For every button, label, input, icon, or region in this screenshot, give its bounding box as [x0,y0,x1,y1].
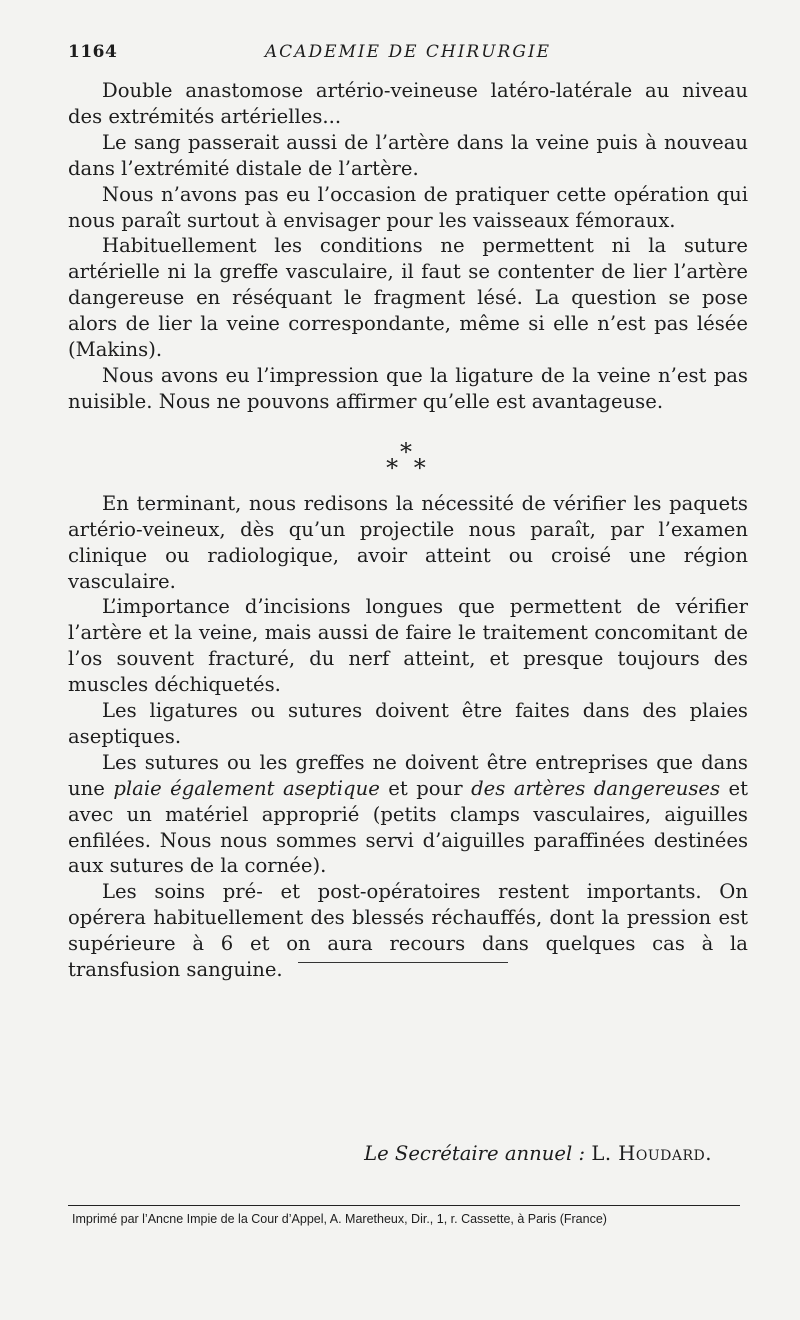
page-number: 1164 [68,42,118,62]
paragraph: Habituellement les conditions ne permettent ni la suture artérielle ni la greffe vasculaire, il faut se contenter de lier l’artère dangereuse en réséquant le fragment lésé. La question se pose alors de lier la veine correspondante, même si elle n’est pas lésée (Makins). [68,234,748,362]
text-run: et pour [379,776,472,800]
page-header [68,42,748,66]
text-run: et avec un matériel approprié (petits clamps vasculaires, aiguilles enfilées. Nous nous sommes servi d’aiguilles paraffinées destinées aux sutures de la cornée). [68,776,749,878]
signature-colon: : [572,1142,592,1165]
paragraph: Les soins pré- et post-opératoires restent importants. On opérera habituellement des blessés réchauffés, dont la pression est supérieure à 6 et on aura recours dans quelques cas à la transfusion sanguine. [68,880,748,982]
paragraph: L’importance d’incisions longues que permettent de vérifier l’artère et la veine, mais aussi de faire le traitement concomitant de l’os souvent fracturé, du nerf atteint, et presque toujours des muscles déchiquetés. [68,595,748,697]
article-body [68,78,748,983]
printer-imprint: Imprimé par l’Ancne Impie de la Cour d’Appel, A. Maretheux, Dir., 1, r. Cassette, à Paris (France) [72,1212,607,1226]
text-run: Les sutures ou les greffes ne doivent être entreprises que dans une [68,750,748,800]
paragraph: En terminant, nous redisons la nécessité de vérifier les paquets artério-veineux, dès qu’un projectile nous paraît, par l’examen clinique ou radiologique, avoir atteint ou croisé une région vasculaire. [68,491,748,593]
footer-rule [68,1205,740,1206]
paragraph: Double anastomose artério-veineuse latéro-latérale au niveau des extrémités artérielles... [68,79,748,128]
signature [364,1142,712,1165]
italic-phrase: plaie également aseptique [113,776,380,800]
paragraph: Nous avons eu l’impression que la ligature de la veine n’est pas nuisible. Nous ne pouvons affirmer qu’elle est avantageuse. [68,363,748,413]
section-separator-asterisks: * * * [386,437,430,482]
paragraph: Les ligatures ou sutures doivent être faites dans des plaies aseptiques. [68,699,748,748]
paragraph-sutures [68,750,748,880]
signature-role: Le Secrétaire annuel [364,1142,573,1165]
paragraph: Nous n’avons pas eu l’occasion de pratiquer cette opération qui nous paraît surtout à envisager pour les vaisseaux fémoraux. [68,182,748,232]
italic-phrase: des artères dangereuses [471,776,721,800]
running-title: ACADEMIE DE CHIRURGIE [264,42,552,62]
signature-name: L. Houdard. [591,1142,712,1165]
paragraph: Le sang passerait aussi de l’artère dans la veine puis à nouveau dans l’extrémité distale de l’artère. [68,130,748,180]
end-rule [298,962,508,963]
